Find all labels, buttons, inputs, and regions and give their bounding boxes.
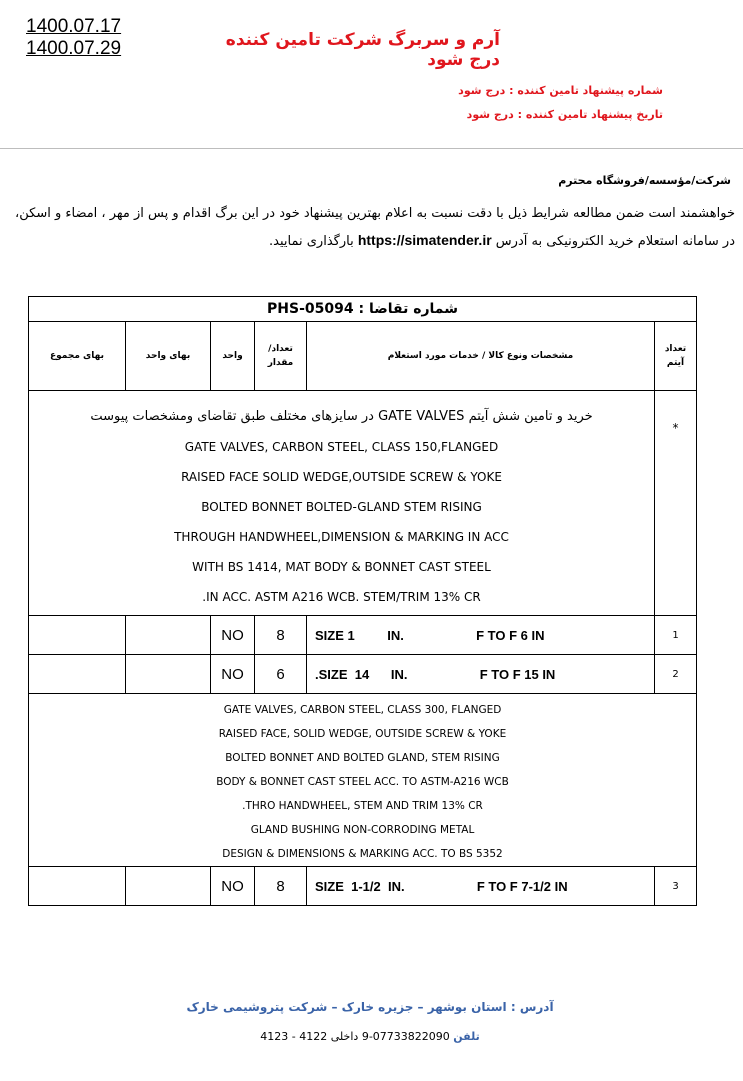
spec-cell: .SIZE 14 IN. F TO F 15 IN <box>307 655 655 694</box>
header-total-price: بهای مجموع <box>29 322 126 391</box>
footer-phone <box>150 1030 590 1043</box>
table-row <box>29 655 697 694</box>
recipient-line: شرکت/مؤسسه/فروشگاه محترم <box>558 174 731 187</box>
description-row-2 <box>29 694 697 867</box>
description1-line: خرید و تامین شش آیتم GATE VALVES در سایزهای مختلف طبق تقاضای ومشخصات پیوست <box>90 409 593 424</box>
offer-date: تاریخ پیشنهاد تامین کننده : درج شود <box>466 108 663 121</box>
item-number-cell: 3 <box>655 867 697 906</box>
total-price-cell[interactable] <box>29 867 126 906</box>
description2-line: RAISED FACE, SOLID WEDGE, OUTSIDE SCREW & YOKE <box>218 728 507 740</box>
header-spec: مشخصات ونوع کالا / خدمات مورد استعلام <box>307 322 655 391</box>
total-price-cell[interactable] <box>29 655 126 694</box>
letter-line2-suffix: بارگذاری نمایید. <box>269 234 354 249</box>
quantity-cell: 6 <box>255 655 307 694</box>
unit-price-cell[interactable] <box>126 655 211 694</box>
divider <box>0 148 743 149</box>
description-row-1 <box>29 391 697 616</box>
description1-line: BOLTED BONNET BOLTED-GLAND STEM RISING <box>201 500 482 514</box>
description1-line: RAISED FACE SOLID WEDGE,OUTSIDE SCREW & YOKE <box>181 470 502 484</box>
header-unit-price: بهای واحد <box>126 322 211 391</box>
letter-paragraph-2 <box>5 232 735 250</box>
letter-paragraph-1: خواهشمند است ضمن مطالعه شرایط ذیل با دقت نسبت به اعلام بهترین پیشنهاد خود در این برگ اقدام و پس از مهر ، امضاء و اسکن، <box>15 206 735 221</box>
unit-cell: NO <box>211 867 255 906</box>
item-number-cell: 2 <box>655 655 697 694</box>
header-unit: واحد <box>211 322 255 391</box>
offer-number: شماره پیشنهاد تامین کننده : درج شود <box>458 84 663 97</box>
description1-line: WITH BS 1414, MAT BODY & BONNET CAST STEEL <box>192 560 491 574</box>
description2-line: GATE VALVES, CARBON STEEL, CLASS 300, FLANGED <box>223 704 502 716</box>
description2-line: GLAND BUSHING NON-CORRODING METAL <box>250 824 475 836</box>
letterhead-title: آرم و سربرگ شرکت تامین کننده درج شود <box>225 30 500 70</box>
description1-line: THROUGH HANDWHEEL,DIMENSION & MARKING IN ACC <box>174 530 509 544</box>
item-number-cell: 1 <box>655 616 697 655</box>
total-price-cell[interactable] <box>29 616 126 655</box>
star-marker: * <box>655 391 697 616</box>
description2-line: BODY & BONNET CAST STEEL ACC. TO ASTM-A216 WCB <box>216 776 509 788</box>
header-item-count: تعداد آیتم <box>655 322 697 391</box>
unit-cell: NO <box>211 616 255 655</box>
header-quantity: تعداد/ مقدار <box>255 322 307 391</box>
date-start: 1400.07.17 <box>26 16 122 37</box>
phone-number: 07733822090-9 داخلی 4122 - 4123 <box>260 1030 450 1043</box>
letter-line2-prefix: در سامانه استعلام خرید الکترونیکی به آدرس <box>495 234 735 249</box>
description-block-1 <box>29 391 655 616</box>
spec-cell: SIZE 1-1/2 IN. F TO F 7-1/2 IN <box>307 867 655 906</box>
description-block-2 <box>29 694 697 867</box>
footer-address: آدرس : استان بوشهر – جزیره خارک – شرکت پتروشیمی خارک <box>186 1000 554 1014</box>
spec-cell: SIZE 1 IN. F TO F 6 IN <box>307 616 655 655</box>
unit-price-cell[interactable] <box>126 616 211 655</box>
unit-price-cell[interactable] <box>126 867 211 906</box>
table-row <box>29 616 697 655</box>
request-number: شماره تقاضا : PHS-05094 <box>29 297 697 322</box>
quantity-cell: 8 <box>255 616 307 655</box>
date-end: 1400.07.29 <box>26 38 122 59</box>
description2-line: BOLTED BONNET AND BOLTED GLAND, STEM RISING <box>225 752 500 764</box>
quantity-cell: 8 <box>255 867 307 906</box>
request-dates <box>26 16 121 60</box>
unit-cell: NO <box>211 655 255 694</box>
description2-line: DESIGN & DIMENSIONS & MARKING ACC. TO BS 5352 <box>222 848 503 860</box>
table-row <box>29 867 697 906</box>
description1-line: .IN ACC. ASTM A216 WCB. STEM/TRIM 13% CR <box>202 590 481 604</box>
description2-line: .THRO HANDWHEEL, STEM AND TRIM 13% CR <box>242 800 483 812</box>
phone-label: تلفن <box>453 1030 480 1043</box>
request-table <box>28 296 697 906</box>
table-header-row <box>29 322 697 391</box>
description1-line: GATE VALVES, CARBON STEEL, CLASS 150,FLANGED <box>184 440 499 454</box>
tender-url[interactable]: https://simatender.ir <box>357 232 492 248</box>
